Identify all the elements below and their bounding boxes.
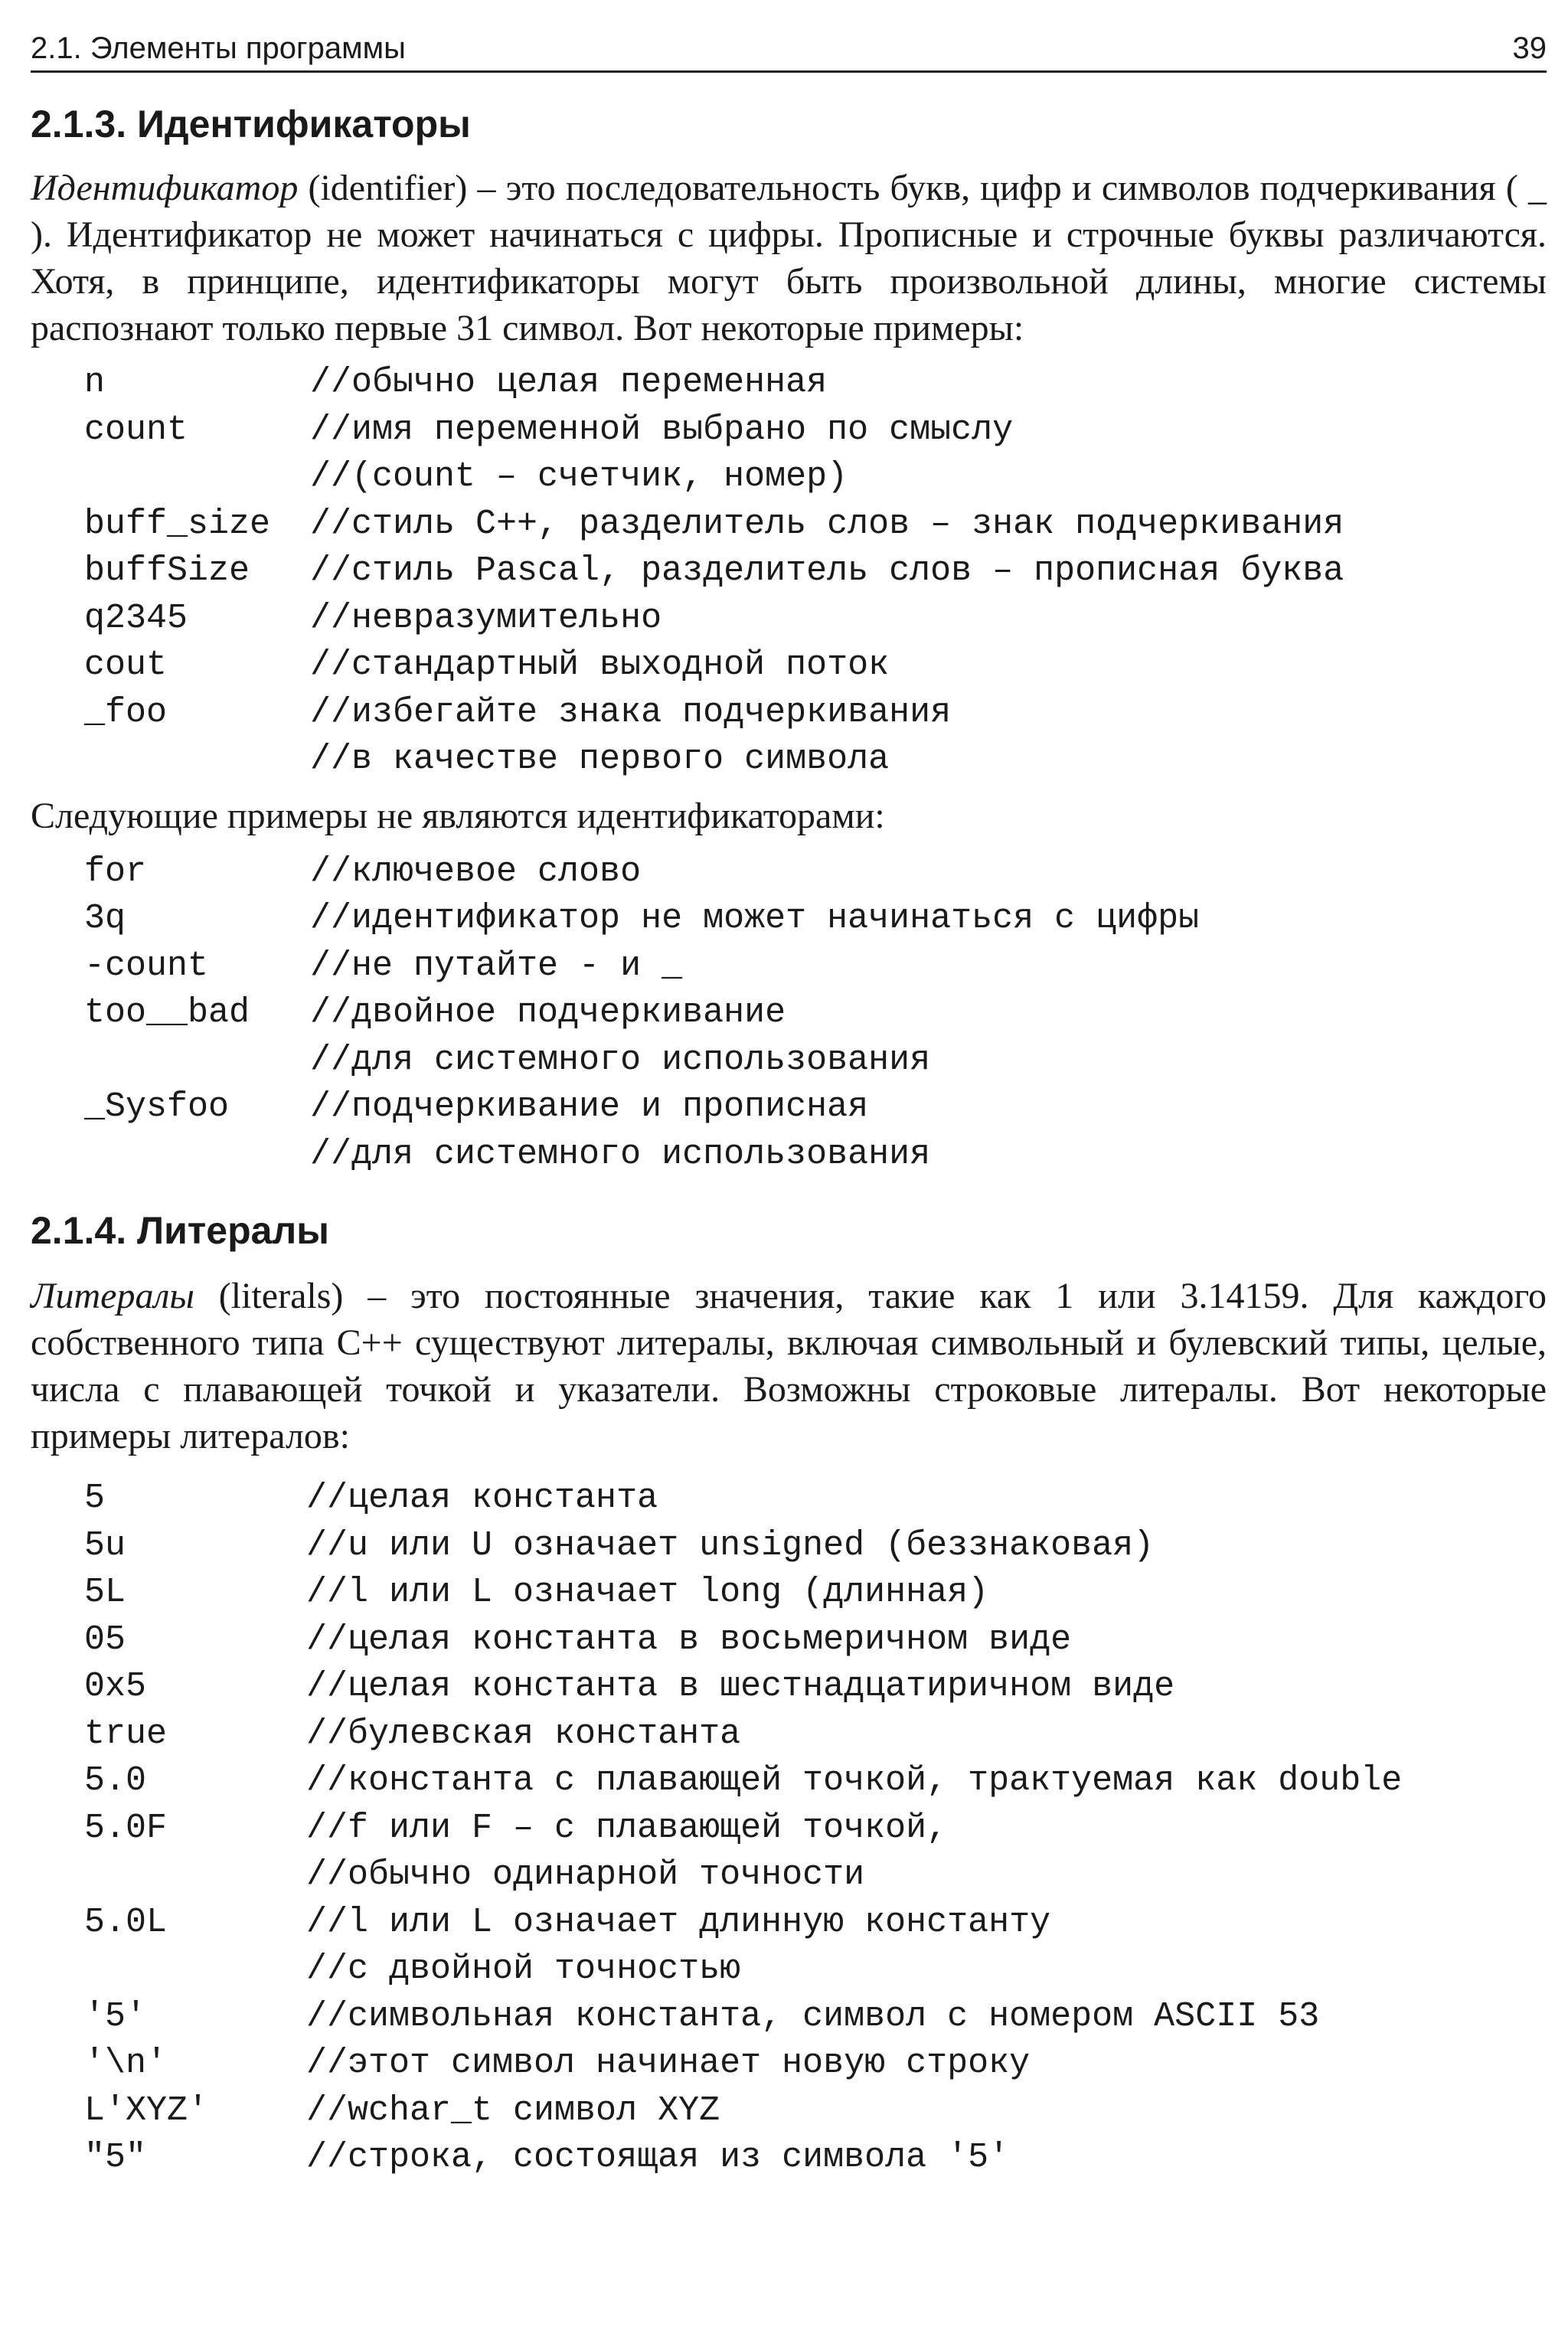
code-token xyxy=(84,453,310,501)
code-token: 05 xyxy=(84,1620,126,1659)
identifier-example-row xyxy=(84,453,1547,501)
code-comment: //идентификатор не может начинаться с цифры xyxy=(310,899,1200,938)
identifiers-term: Идентификатор xyxy=(31,168,299,208)
code-token xyxy=(84,1946,306,1993)
code-comment: //булевская константа xyxy=(306,1714,741,1754)
literal-example-row xyxy=(84,1616,1547,1664)
non-identifier-example-row xyxy=(84,1037,1547,1084)
code-comment: //константа с плавающей точкой, трактуемая как double xyxy=(306,1761,1403,1800)
identifier-examples xyxy=(31,359,1547,783)
code-token: -count xyxy=(84,946,209,985)
code-comment: //в качестве первого символа xyxy=(310,740,890,779)
section-heading-identifiers: 2.1.3. Идентификаторы xyxy=(31,103,471,145)
literal-example-row xyxy=(84,1757,1547,1805)
non-identifier-example-row xyxy=(84,989,1547,1037)
code-comment: //не путайте - и _ xyxy=(310,946,683,985)
code-token: buff_size xyxy=(84,504,271,544)
literals-text: (literals) – это постоянные значения, такие как 1 или 3.14159. Для каждого собственного типа C++ существуют литералы, включая символьный и булевский типы, целые, числа с плавающей точкой и указатели. Возможны строковые литералы. Вот некоторые примеры литералов: xyxy=(31,1276,1547,1456)
non-identifier-example-row xyxy=(84,1131,1547,1178)
code-token xyxy=(84,1131,310,1178)
identifiers-text: (identifier) – это последовательность букв, цифр и символов подчеркивания ( _ ). Идентификатор не может начинаться с цифры. Прописные и строчные буквы различаются. Хотя, в принципе, идентификаторы могут быть произвольной длины, многие системы распознают только первые 31 символ. Вот некоторые примеры: xyxy=(31,168,1547,348)
section-heading-literals: 2.1.4. Литералы xyxy=(31,1209,329,1252)
identifier-example-row xyxy=(84,407,1547,454)
non-identifier-example-row xyxy=(84,943,1547,990)
literal-example-row xyxy=(84,2134,1547,2182)
code-token: 0x5 xyxy=(84,1667,147,1706)
code-token: '5' xyxy=(84,1996,147,2036)
code-comment: //избегайте знака подчеркивания xyxy=(310,692,952,732)
identifiers-paragraph xyxy=(31,165,1547,351)
literal-example-row xyxy=(84,2087,1547,2135)
code-comment: //f или F – с плавающей точкой, xyxy=(306,1808,948,1848)
code-token: '\n' xyxy=(84,2044,168,2083)
code-token: too__bad xyxy=(84,993,250,1032)
code-token: _foo xyxy=(84,692,168,732)
code-token: 5L xyxy=(84,1573,126,1612)
code-token: true xyxy=(84,1714,168,1754)
code-token: n xyxy=(84,363,106,402)
literal-example-row xyxy=(84,1993,1547,2041)
code-comment: //строка, состоящая из символа '5' xyxy=(306,2138,1010,2177)
literal-example-row xyxy=(84,1522,1547,1570)
code-token: q2345 xyxy=(84,598,188,638)
code-comment: //l или L означает long (длинная) xyxy=(306,1573,989,1612)
literal-example-row xyxy=(84,1899,1547,1946)
identifier-example-row xyxy=(84,642,1547,689)
code-comment: //для системного использования xyxy=(310,1134,931,1174)
book-page xyxy=(31,23,1547,2182)
code-token: buffSize xyxy=(84,551,250,590)
literals-paragraph xyxy=(31,1273,1547,1459)
identifier-example-row xyxy=(84,736,1547,783)
literal-example-row xyxy=(84,1663,1547,1711)
literal-example-row xyxy=(84,1475,1547,1522)
code-token xyxy=(84,736,310,783)
code-comment: //обычно одинарной точности xyxy=(306,1855,865,1894)
running-head-section: 2.1. Элементы программы xyxy=(31,31,406,65)
literal-example-row xyxy=(84,1852,1547,1899)
identifier-example-row xyxy=(84,501,1547,548)
code-token xyxy=(84,1037,310,1084)
non-identifiers-intro: Следующие примеры не являются идентификаторами: xyxy=(31,795,885,836)
code-comment: //невразумительно xyxy=(310,598,662,638)
code-comment: //u или U означает unsigned (беззнаковая) xyxy=(306,1525,1155,1565)
code-token: count xyxy=(84,410,188,449)
code-comment: //символьная константа, символ с номером ASCII 53 xyxy=(306,1996,1320,2036)
code-token: "5" xyxy=(84,2138,147,2177)
code-token: _Sysfoo xyxy=(84,1087,230,1126)
literal-example-row xyxy=(84,1711,1547,1758)
code-comment: //стандартный выходной поток xyxy=(310,646,890,685)
code-comment: //(count – счетчик, номер) xyxy=(310,457,848,496)
code-token: 5 xyxy=(84,1479,106,1518)
code-comment: //целая константа в восьмеричном виде xyxy=(306,1620,1072,1659)
code-token: 5.0L xyxy=(84,1902,168,1942)
identifier-example-row xyxy=(84,547,1547,595)
literals-term: Литералы xyxy=(31,1276,194,1316)
code-comment: //с двойной точностью xyxy=(306,1950,741,1989)
code-token: 3q xyxy=(84,899,126,938)
code-comment: //стиль C++, разделитель слов – знак подчеркивания xyxy=(310,504,1344,544)
literal-example-row xyxy=(84,1569,1547,1616)
code-comment: //имя переменной выбрано по смыслу xyxy=(310,410,1014,449)
code-comment: //стиль Pascal, разделитель слов – прописная буква xyxy=(310,551,1344,590)
code-token: 5.0F xyxy=(84,1808,168,1848)
non-identifier-example-row xyxy=(84,895,1547,943)
running-head xyxy=(31,23,1547,73)
code-token: 5.0 xyxy=(84,1761,147,1800)
code-comment: //подчеркивание и прописная xyxy=(310,1087,869,1126)
literal-example-row xyxy=(84,2040,1547,2087)
code-token: cout xyxy=(84,646,168,685)
page-number: 39 xyxy=(1512,31,1547,65)
non-identifier-example-row xyxy=(84,848,1547,896)
code-comment: //wchar_t символ XYZ xyxy=(306,2090,720,2130)
identifier-example-row xyxy=(84,689,1547,737)
code-comment: //целая константа в шестнадцатиричном виде xyxy=(306,1667,1175,1706)
literal-example-row xyxy=(84,1805,1547,1852)
code-comment: //обычно целая переменная xyxy=(310,363,828,402)
non-identifier-examples xyxy=(31,848,1547,1178)
identifier-example-row xyxy=(84,359,1547,407)
code-token xyxy=(84,1852,306,1899)
code-comment: //целая константа xyxy=(306,1479,658,1518)
literal-example-row xyxy=(84,1946,1547,1993)
code-comment: //для системного использования xyxy=(310,1040,931,1080)
code-comment: //ключевое слово xyxy=(310,851,642,891)
code-token: 5u xyxy=(84,1525,126,1565)
code-comment: //двойное подчеркивание xyxy=(310,993,786,1032)
code-comment: //этот символ начинает новую строку xyxy=(306,2044,1031,2083)
code-token: L'XYZ' xyxy=(84,2090,209,2130)
non-identifier-example-row xyxy=(84,1083,1547,1131)
code-comment: //l или L означает длинную константу xyxy=(306,1902,1051,1942)
code-token: for xyxy=(84,851,147,891)
identifier-example-row xyxy=(84,595,1547,642)
literal-examples xyxy=(31,1475,1547,2182)
